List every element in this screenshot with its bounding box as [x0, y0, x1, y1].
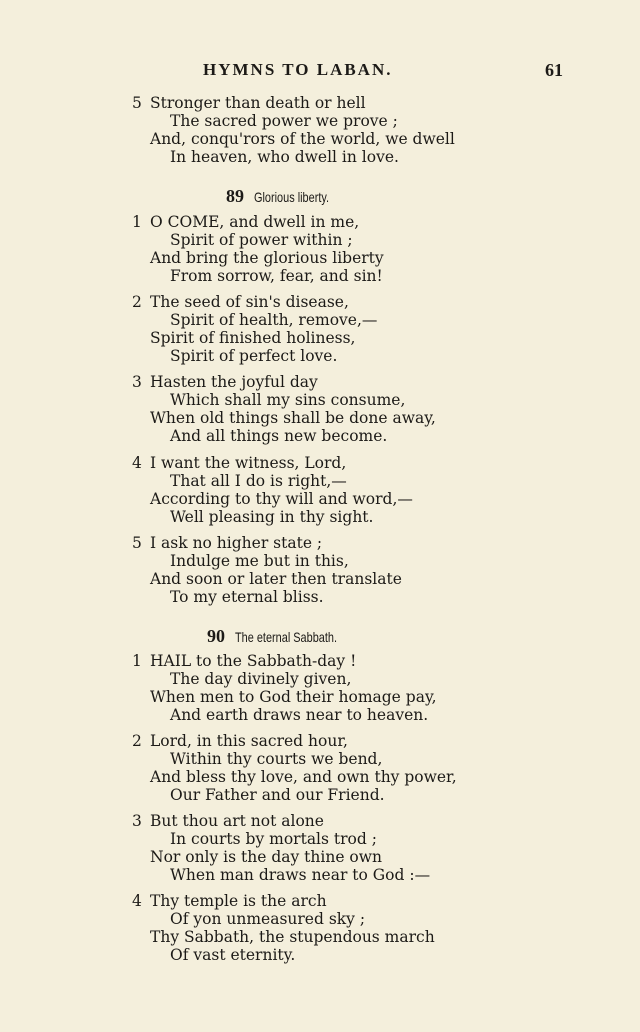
verse-line: In courts by mortals trod ;: [170, 830, 377, 848]
verse-line: HAIL to the Sabbath-day !: [150, 652, 357, 670]
hymn-title: The eternal Sabbath.: [235, 629, 337, 645]
verse-line: And bless thy love, and own thy power,: [150, 768, 457, 786]
hymn-number: 90: [207, 626, 225, 646]
verse-number: 4: [132, 454, 142, 472]
hymn-title: Glorious liberty.: [254, 189, 330, 205]
verse-number: 2: [132, 732, 142, 750]
verse-number: 1: [132, 652, 142, 670]
verse-line: The day divinely given,: [170, 670, 352, 688]
verse-line: Spirit of power within ;: [170, 231, 353, 249]
verse-line: From sorrow, fear, and sin!: [170, 267, 383, 285]
verse-line: Of vast eternity.: [170, 946, 296, 964]
verse-line: The sacred power we prove ;: [170, 112, 398, 130]
hymn-number: 89: [226, 186, 244, 206]
verse-line: Well pleasing in thy sight.: [170, 508, 374, 526]
verse-line: Indulge me but in this,: [170, 552, 349, 570]
verse-line: O COME, and dwell in me,: [150, 213, 360, 231]
verse-line: Stronger than death or hell: [150, 94, 366, 112]
verse-line: Lord, in this sacred hour,: [150, 732, 348, 750]
verse-line: When man draws near to God :—: [170, 866, 431, 884]
verse-line: Nor only is the day thine own: [150, 848, 383, 866]
verse-line: Hasten the joyful day: [150, 373, 318, 391]
verse-number: 3: [132, 812, 142, 830]
verse-line: Thy Sabbath, the stupendous march: [150, 928, 435, 946]
verse-line: When men to God their homage pay,: [150, 688, 437, 706]
verse-line: And, conqu'rors of the world, we dwell: [150, 130, 455, 148]
verse-line: To my eternal bliss.: [170, 588, 324, 606]
verse-line: That all I do is right,—: [170, 472, 347, 490]
verse-line: Spirit of health, remove,—: [170, 311, 378, 329]
hymn-90-heading: [207, 626, 366, 650]
verse-line: When old things shall be done away,: [150, 409, 436, 427]
verse-number: 1: [132, 213, 142, 231]
verse-line: According to thy will and word,—: [150, 490, 413, 508]
verse-line: I want the witness, Lord,: [150, 454, 347, 472]
verse-line: Thy temple is the arch: [150, 892, 327, 910]
verse-line: Within thy courts we bend,: [170, 750, 383, 768]
verse-line: But thou art not alone: [150, 812, 324, 830]
verse-number: 5: [132, 94, 142, 112]
verse-line: Our Father and our Friend.: [170, 786, 385, 804]
page-number: 61: [545, 60, 563, 80]
verse-line: And soon or later then translate: [150, 570, 402, 588]
verse-line: The seed of sin's disease,: [150, 293, 349, 311]
verse-line: And all things new become.: [170, 427, 388, 445]
hymn-89-heading: [226, 186, 350, 210]
verse-line: Spirit of finished holiness,: [150, 329, 356, 347]
verse-line: I ask no higher state ;: [150, 534, 323, 552]
verse-number: 3: [132, 373, 142, 391]
verse-line: Spirit of perfect love.: [170, 347, 338, 365]
verse-number: 5: [132, 534, 142, 552]
verse-number: 4: [132, 892, 142, 910]
verse-line: Of yon unmeasured sky ;: [170, 910, 366, 928]
page-header: [0, 60, 640, 84]
verse-line: And earth draws near to heaven.: [170, 706, 429, 724]
verse-line: Which shall my sins consume,: [170, 391, 406, 409]
verse-line: And bring the glorious liberty: [150, 249, 384, 267]
verse-number: 2: [132, 293, 142, 311]
verse-line: In heaven, who dwell in love.: [170, 148, 399, 166]
running-title: HYMNS TO LABAN.: [203, 60, 393, 79]
